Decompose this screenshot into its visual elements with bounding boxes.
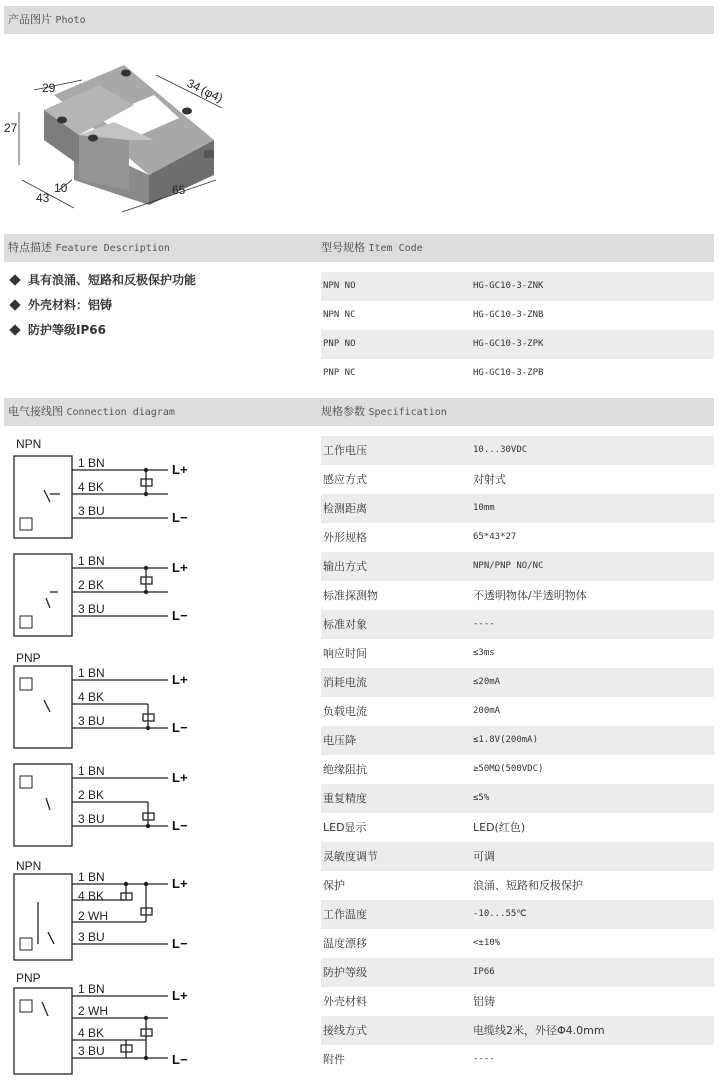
lminus-label: L−	[172, 936, 188, 951]
dim-10: 10	[54, 181, 68, 195]
npn-label: NPN	[16, 437, 42, 451]
feature-list	[8, 270, 308, 345]
wire-label: 3 BU	[78, 714, 105, 728]
screw-hole-3	[57, 117, 67, 124]
table-row: 工作温度 -10...55℃	[321, 900, 714, 929]
feature-item: 具有浪涌、短路和反极保护功能	[8, 270, 308, 295]
emitter-icon	[20, 776, 32, 788]
spec-header-zh: 规格参数	[321, 405, 365, 418]
wire-label: 3 BU	[78, 930, 105, 944]
wire-label: 3 BU	[78, 812, 105, 826]
table-row: 外壳材料 铝铸	[323, 995, 495, 1008]
table-row: 保护 浪涌、短路和反极保护	[323, 879, 583, 892]
table-row: 接线方式 电缆线2米，外径Φ4.0mm	[321, 1016, 714, 1045]
table-row: 感应方式 对射式	[323, 473, 506, 486]
feature-header-en: Feature Description	[55, 243, 170, 254]
photo-section-header	[4, 6, 714, 34]
diamond-bullet-icon	[9, 299, 20, 310]
wire-label: 1 BN	[78, 870, 105, 884]
feature-item: 外壳材料：铝铸	[8, 295, 308, 320]
connection-header-en: Connection diagram	[66, 407, 175, 418]
dim-27: 27	[4, 121, 18, 135]
lplus-label: L+	[172, 462, 188, 477]
wire-label: 1 BN	[78, 554, 105, 568]
npn-label: NPN	[16, 859, 42, 873]
wire-label: 4 BK	[78, 690, 105, 704]
wire-label: 3 BU	[78, 602, 105, 616]
lplus-label: L+	[172, 770, 188, 785]
pnp-label: PNP	[16, 971, 41, 985]
dim-65: 65	[172, 183, 186, 197]
diamond-bullet-icon	[9, 324, 20, 335]
connection-diagrams	[8, 432, 308, 1082]
dim-43: 43	[36, 191, 50, 205]
table-row: LED显示 LED(红色)	[323, 821, 526, 834]
photo-header-en: Photo	[55, 15, 86, 26]
emitter-icon	[20, 678, 32, 690]
wire-label: 4 BK	[78, 480, 105, 494]
table-row: NPN NO HG-GC10-3-ZNK	[321, 272, 714, 301]
spec-header-en: Specification	[368, 407, 447, 418]
lminus-label: L−	[172, 818, 188, 833]
connection-header-zh: 电气接线图	[8, 405, 63, 418]
screw-hole-1	[121, 70, 131, 77]
emitter-icon	[20, 1000, 32, 1012]
item-code-header-zh: 型号规格	[321, 241, 365, 254]
dim-34-phi: (φ4)	[198, 83, 225, 106]
connection-section-header	[4, 398, 317, 426]
table-row: NPN NC HG-GC10-3-ZNB	[323, 310, 544, 320]
screw-hole-2	[182, 108, 192, 115]
wire-label: 3 BU	[78, 504, 105, 518]
table-row: 电压降 ≤1.8V(200mA)	[321, 726, 714, 755]
table-row: PNP NC HG-GC10-3-ZPB	[323, 368, 544, 378]
table-row: 输出方式 NPN/PNP NO/NC	[321, 552, 714, 581]
photo-header-zh: 产品图片	[8, 13, 52, 26]
lplus-label: L+	[172, 876, 188, 891]
item-code-header-en: Item Code	[368, 243, 423, 254]
dim-34: 34	[184, 76, 203, 95]
wire-label: 1 BN	[78, 456, 105, 470]
spec-section-header	[317, 398, 714, 426]
lplus-label: L+	[172, 672, 188, 687]
table-row: 附件 ----	[323, 1053, 495, 1066]
wire-label: 1 BN	[78, 666, 105, 680]
table-row: 防护等级 IP66	[321, 958, 714, 987]
screw-hole-4	[88, 135, 98, 142]
feature-item: 防护等级IP66	[8, 320, 308, 345]
wire-label: 2 WH	[78, 1004, 108, 1018]
emitter-icon	[20, 616, 32, 628]
emitter-icon	[20, 938, 32, 950]
wire-label: 3 BU	[78, 1044, 105, 1058]
wire-label: 4 BK	[78, 889, 105, 903]
feature-section-header	[4, 234, 317, 262]
table-row: 负载电流 200mA	[323, 705, 501, 718]
table-row: 标准对象 ----	[321, 610, 714, 639]
table-row: 灵敏度调节 可调	[321, 842, 714, 871]
lminus-label: L−	[172, 510, 188, 525]
lplus-label: L+	[172, 988, 188, 1003]
wire-label: 4 BK	[78, 1026, 105, 1040]
table-row: 重复精度 ≤5%	[321, 784, 714, 813]
cable-stub	[204, 150, 214, 158]
wire-label: 2 BK	[78, 788, 105, 802]
table-row: 工作电压 10...30VDC	[321, 436, 714, 465]
lplus-label: L+	[172, 560, 188, 575]
wire-label: 2 BK	[78, 578, 105, 592]
emitter-icon	[20, 518, 32, 530]
table-row: PNP NO HG-GC10-3-ZPK	[321, 330, 714, 359]
item-code-table	[321, 272, 714, 388]
lminus-label: L−	[172, 1052, 188, 1067]
table-row: 绝缘阻抗 ≥50MΩ(500VDC)	[323, 763, 544, 776]
table-row: 消耗电流 ≤20mA	[321, 668, 714, 697]
spec-table	[321, 436, 714, 1074]
table-row: 外形规格 65*43*27	[323, 531, 517, 544]
wire-label: 1 BN	[78, 764, 105, 778]
item-code-section-header	[317, 234, 714, 262]
dim-29: 29	[42, 81, 56, 95]
feature-header-zh: 特点描述	[8, 241, 52, 254]
diamond-bullet-icon	[9, 274, 20, 285]
table-row: 响应时间 ≤3ms	[323, 647, 495, 660]
wire-label: 1 BN	[78, 982, 105, 996]
table-row: 检测距离 10mm	[321, 494, 714, 523]
product-photo	[4, 40, 244, 225]
wire-label: 2 WH	[78, 909, 108, 923]
table-row: 标准探测物 不透明物体/半透明物体	[323, 589, 587, 602]
lminus-label: L−	[172, 720, 188, 735]
pnp-label: PNP	[16, 651, 41, 665]
lminus-label: L−	[172, 608, 188, 623]
table-row: 温度漂移 <±10%	[323, 937, 501, 950]
